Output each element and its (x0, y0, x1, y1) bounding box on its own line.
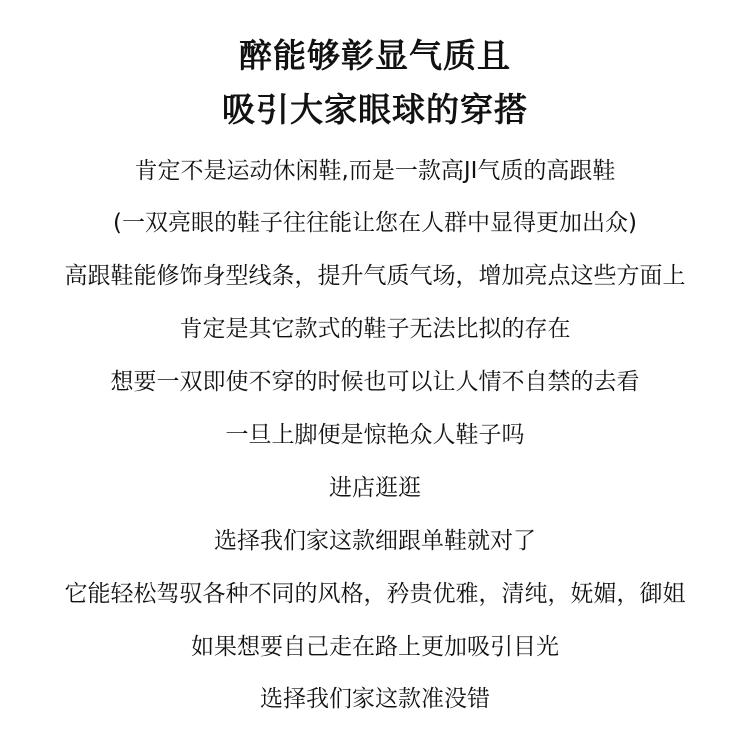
title-line-2: 吸引大家眼球的穿搭 (222, 90, 528, 129)
body-line-8: 选择我们家这款细跟单鞋就对了 (214, 528, 536, 554)
body-line-2: (一双亮眼的鞋子往往能让您在人群中显得更加出众) (113, 210, 637, 236)
body-line-5: 想要一双即使不穿的时候也可以让人情不自禁的去看 (110, 369, 640, 395)
body-line-7: 进店逛逛 (329, 475, 421, 501)
body-line-9: 它能轻松驾驭各种不同的风格，矜贵优雅，清纯，妩媚，御姐 (64, 581, 686, 607)
body-line-3: 高跟鞋能修饰身型线条，提升气质气场，增加亮点这些方面上 (64, 263, 686, 289)
title-line-1: 醉能够彰显气质且 (239, 36, 511, 75)
body-line-6: 一旦上脚便是惊艳众人鞋子吗 (225, 422, 525, 448)
body-line-11: 选择我们家这款准没错 (260, 686, 490, 712)
body-line-4: 肯定是其它款式的鞋子无法比拟的存在 (179, 316, 571, 342)
body-line-10: 如果想要自己走在路上更加吸引目光 (191, 634, 559, 660)
body-line-1: 肯定不是运动休闲鞋,而是一款高JI气质的高跟鞋 (134, 158, 616, 184)
